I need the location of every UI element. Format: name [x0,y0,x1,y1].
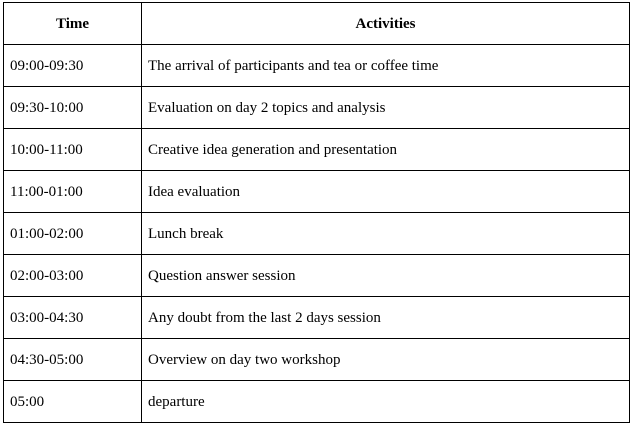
time-column-header: Time [4,3,142,45]
header-row [4,3,630,45]
table-header [4,3,630,45]
time-cell: 05:00 [4,381,142,423]
table-row [4,171,630,213]
table-row [4,129,630,171]
table-row [4,297,630,339]
time-cell: 09:30-10:00 [4,87,142,129]
activity-cell: Idea evaluation [142,171,630,213]
table-body [4,45,630,423]
table-row [4,381,630,423]
table-row [4,213,630,255]
time-cell: 01:00-02:00 [4,213,142,255]
table-row [4,87,630,129]
table-row [4,45,630,87]
activity-cell: Question answer session [142,255,630,297]
activity-cell: The arrival of participants and tea or coffee time [142,45,630,87]
time-cell: 04:30-05:00 [4,339,142,381]
activity-cell: Lunch break [142,213,630,255]
time-cell: 02:00-03:00 [4,255,142,297]
table-row [4,339,630,381]
table-row [4,255,630,297]
time-cell: 10:00-11:00 [4,129,142,171]
schedule-table [3,2,630,423]
activity-cell: departure [142,381,630,423]
activity-cell: Evaluation on day 2 topics and analysis [142,87,630,129]
activity-cell: Any doubt from the last 2 days session [142,297,630,339]
time-cell: 09:00-09:30 [4,45,142,87]
activity-cell: Creative idea generation and presentation [142,129,630,171]
time-cell: 11:00-01:00 [4,171,142,213]
activities-column-header: Activities [142,3,630,45]
time-cell: 03:00-04:30 [4,297,142,339]
activity-cell: Overview on day two workshop [142,339,630,381]
